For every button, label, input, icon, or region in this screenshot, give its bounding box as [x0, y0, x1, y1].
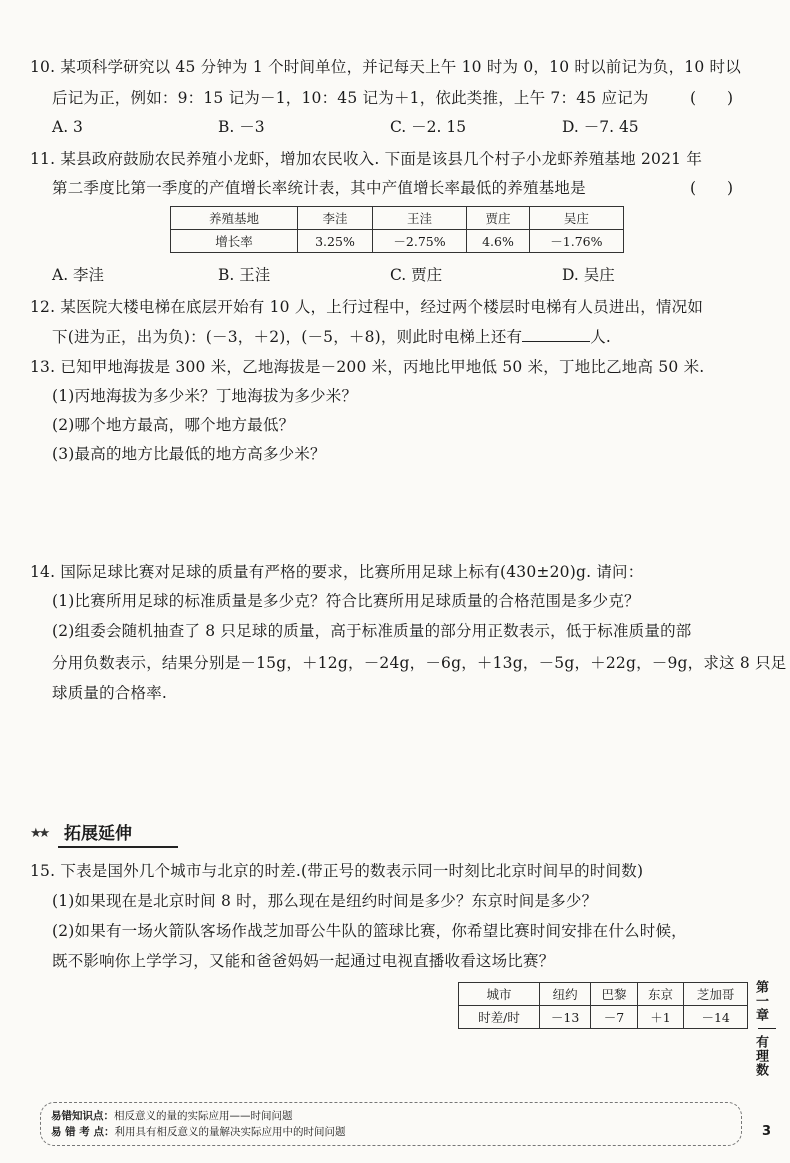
q11-option-c: C. 贾庄 [390, 266, 443, 284]
page-number: 3 [762, 1124, 772, 1139]
table-row [171, 207, 624, 230]
q13-part3: (3)最高的地方比最低的地方高多少米？ [52, 445, 326, 463]
footer-tips-box [40, 1102, 742, 1146]
q10-line2: 后记为正，例如：9：15 记为－1，10：45 记为＋1，依此类推，上午 7：45 应记为 [52, 89, 649, 107]
table-cell: 4.6% [467, 230, 530, 253]
q12-line1: 12. 某医院大楼电梯在底层开始有 10 人，上行过程中，经过两个楼层时电梯有人员进出，情况如 [30, 298, 704, 316]
side-tab-divider [758, 1028, 776, 1029]
section-heading [30, 822, 160, 848]
footer-text-2: 利用具有相反意义的量解决实际应用中的时间问题 [114, 1126, 346, 1138]
section-title: 拓展延伸 [64, 824, 132, 844]
q11-answer-paren: ( ) [690, 179, 734, 197]
table-cell: 王洼 [372, 207, 466, 230]
q13-stem: 13. 已知甲地海拔是 300 米，乙地海拔是－200 米，丙地比甲地低 50 米，丁地比乙地高 50 米. [30, 358, 705, 376]
section-underline [58, 846, 178, 848]
footer-label-1: 易错知识点： [51, 1110, 114, 1122]
q10-option-a: A. 3 [52, 118, 83, 136]
table-cell: 巴黎 [591, 983, 638, 1006]
table-cell: 城市 [459, 983, 540, 1006]
q10-option-d: D. －7. 45 [562, 118, 639, 136]
q14-part1: (1)比赛所用足球的标准质量是多少克？符合比赛所用足球质量的合格范围是多少克？ [52, 592, 640, 610]
q12-line2-suffix: 人. [590, 328, 612, 346]
footer-line-2 [51, 1125, 345, 1139]
table-cell: －1.76% [529, 230, 623, 253]
q11-option-a: A. 李洼 [52, 266, 105, 284]
star-icon: ★★ [30, 826, 48, 841]
chapter-side-tab [752, 980, 782, 1077]
q15-part2-line2: 既不影响你上学学习，又能和爸爸妈妈一起通过电视直播收看这场比赛？ [52, 952, 555, 970]
q14-part2-line2: 分用负数表示，结果分别是－15g，＋12g，－24g，－6g，＋13g，－5g，＋22g，－9g，求这 8 只足 [52, 654, 787, 672]
q15-part1: (1)如果现在是北京时间 8 时，那么现在是纽约时间是多少？东京时间是多少？ [52, 892, 598, 910]
q14-part2-line3: 球质量的合格率. [52, 684, 168, 702]
table-cell: 贾庄 [467, 207, 530, 230]
table-cell: －13 [540, 1006, 591, 1029]
q10-line1: 10. 某项科学研究以 45 分钟为 1 个时间单位，并记每天上午 10 时为 0，10 时以前记为负，10 时以 [30, 58, 741, 76]
q15-stem: 15. 下表是国外几个城市与北京的时差.(带正号的数表示同一时刻比北京时间早的时间数) [30, 862, 644, 880]
table-cell: ＋1 [637, 1006, 684, 1029]
q14-part2-line1: (2)组委会随机抽查了 8 只足球的质量，高于标准质量的部分用正数表示，低于标准质量的部 [52, 622, 692, 640]
footer-label-2: 易 错 考 点： [51, 1126, 115, 1138]
q15-part2-line1: (2)如果有一场火箭队客场作战芝加哥公牛队的篮球比赛，你希望比赛时间安排在什么时候， [52, 922, 687, 940]
table-cell: －14 [684, 1006, 748, 1029]
chapter-name: 有理数 [753, 1035, 768, 1077]
q10-answer-paren: ( ) [690, 89, 734, 107]
q11-option-b: B. 王洼 [218, 266, 271, 284]
q14-stem: 14. 国际足球比赛对足球的质量有严格的要求，比赛所用足球上标有(430±20)g. 请问： [30, 563, 644, 581]
footer-line-1 [51, 1109, 293, 1123]
table-cell: 东京 [637, 983, 684, 1006]
q12-line2-text: 下(进为正，出为负)：(－3，＋2)，(－5，＋8)，则此时电梯上还有 [52, 328, 523, 346]
footer-text-1: 相反意义的量的实际应用——时间问题 [114, 1110, 293, 1122]
table-cell: －2.75% [372, 230, 466, 253]
q13-part2: (2)哪个地方最高，哪个地方最低？ [52, 416, 295, 434]
table-row [459, 983, 748, 1006]
table-row [459, 1006, 748, 1029]
q11-growth-table [170, 206, 624, 253]
table-cell: 芝加哥 [684, 983, 748, 1006]
q10-option-b: B. －3 [218, 118, 265, 136]
q11-line2: 第二季度比第一季度的产值增长率统计表，其中产值增长率最低的养殖基地是 [52, 179, 586, 197]
table-cell: 3.25% [298, 230, 373, 253]
table-cell: －7 [591, 1006, 638, 1029]
table-cell: 增长率 [171, 230, 298, 253]
table-row [171, 230, 624, 253]
q12-answer-blank[interactable] [522, 325, 590, 342]
q10-option-c: C. －2. 15 [390, 118, 467, 136]
q11-line1: 11. 某县政府鼓励农民养殖小龙虾，增加农民收入. 下面是该县几个村子小龙虾养殖基地 2021 年 [30, 150, 703, 168]
table-cell: 养殖基地 [171, 207, 298, 230]
table-cell: 纽约 [540, 983, 591, 1006]
chapter-label: 第一章 [753, 980, 768, 1022]
q13-part1: (1)丙地海拔为多少米？丁地海拔为多少米？ [52, 387, 358, 405]
table-cell: 吴庄 [529, 207, 623, 230]
table-cell: 李洼 [298, 207, 373, 230]
table-cell: 时差/时 [459, 1006, 540, 1029]
q12-line2 [52, 325, 611, 348]
q11-option-d: D. 吴庄 [562, 266, 615, 284]
q15-time-diff-table [458, 982, 748, 1029]
